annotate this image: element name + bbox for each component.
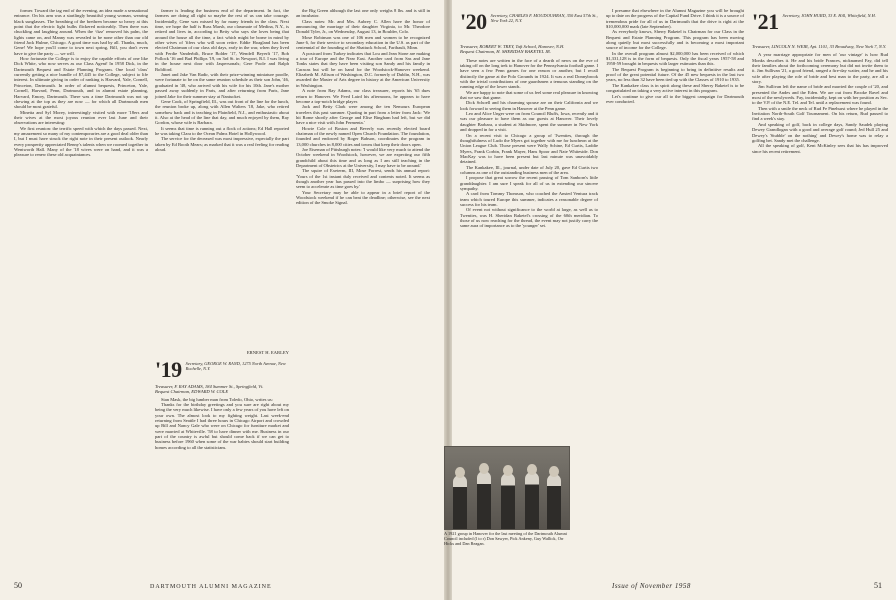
person-head	[549, 466, 559, 477]
bequest-chairman: Bequest Chairman, H. SHERIDAN BAKETEL JR.	[460, 49, 551, 55]
paragraph: Stan Mask, the big lumber man from Toledo, Ohio, writes us:	[161, 396, 273, 402]
person-figure	[525, 472, 539, 529]
signature: ERNEST H. EARLEY	[246, 350, 289, 355]
class-secretary: Secretary, JOHN HURD, 33 E. Hill, Whitefield, N.H.	[782, 13, 876, 18]
paragraph: It seems that time is running out a flock of actions; Ed Hall reported he was taking Clara to the Ocean Palms Hotel in Hollywood.	[155, 125, 289, 136]
paragraph: former. Toward the tag end of the evening, an idea made a sensational entrance. On his arm was a startlingly beautiful young woman, wearing black sunglasses. The breathing of the brethren became so heavy at this point that the electric light bulbs flickered noticeably. Then there was chuckling and laughing around. When the ‘fizz’ removed his palm, the lights came on, and Manny was revealed to be none other than our old friend Jack Hulme, Chicago. A good time was had by all. Thanks, much, Gene! We hope you'll come to town next spring, Bill, you don't even have to give the party — we will.	[14, 8, 148, 56]
paragraph: Jim Sullivan left the name of bride and married the couple of '20, and presented the Andes and the Eden. We are out from Brooke Ravel and most of the newlyweds. Fay, incidentally, kept on with her position as Sec. to the V.P. of the N.E. Tel. and Tel. until a replacement was found.	[752, 84, 888, 106]
paragraph: All the speaking of golf, Kent McKinley sees that his has improved since his recent retirement.	[752, 143, 888, 154]
paragraph: Let's continue to give our all to the biggest campaign for Dartmouth ever conducted.	[606, 93, 744, 104]
paragraph: Mose Robinson was one of 106 men and women to be recognized June 6, for their service to secondary education in the U.S. as part of the centennial of the founding of the Shattuck School, Faribault, Minn.	[296, 34, 430, 51]
paragraph: The Bequest Program is beginning to bring in definitive results and proof of the great potential future. Of the 45 new bequests in the last two years, no less than 32 have been tied up with the Classes of 1910 to 1935.	[606, 66, 744, 83]
person-head	[455, 467, 465, 478]
paragraph: The service for the deceased was most impressive, especially the part taken by Ed Booth Mears; as marked that it was a real feeling for reading aloud.	[155, 136, 289, 152]
paragraph: As everybody knows, Sherry Baketel is Chairman for our Class in the Bequest and Estate Planning Program. This program has been moving along quietly but most successfully and is becoming a most important source of income for the College.	[606, 29, 744, 51]
person-head	[503, 465, 513, 476]
person-head	[479, 463, 489, 474]
group-photo	[444, 446, 570, 530]
class-officers	[186, 361, 289, 372]
paragraph: Howie Cole of Boston and Beverly was recently elected board chairman of the newly named Open Church Foundation. The foundation, founded and endowed by Roger Babson, coordinates the program in 13,000 churches in 8,000 cities and towns that keep their doors open.	[296, 125, 430, 147]
class-19-header	[155, 357, 289, 382]
paragraph: We are happy to note that some of us feel some real pleasure in knowing that we saw that game.	[460, 89, 598, 101]
secretary: Secretary, GEORGE W. RAND, 1275 North Avenue, New Rochelle, N.Y.	[185, 361, 286, 372]
paragraph: And speaking of golf, back in college days, Sandy Saudek playing Dewey Grandlogan with a good and average golf round; Jed Hull 25 and Dewey's 'Stubble' on the nothing' and Dewey's home was to relay a golfing bet. Sandy met the challenge.	[752, 121, 888, 143]
paragraph: Thanks for the birthday greetings and you sure are right about my being the very much likewise. I have only a few years of you have left on your own. The almost look to my fighting weight. Last week-end returning from Seattle I had three hours in Chicago Airport and crowded up Bill and Nancy Gale who were on Chicago for furniture market and were married at Whiteville. '58 to have dinner with me. Business in our part of the country is awful but should come back if we can get to business before 1960 when some of the war babies should start building homes according to all the statisticians.	[155, 402, 289, 450]
paragraph: the Big Green although the last one only weighs 8 lbs. and is still in an incubator.	[296, 8, 430, 19]
paragraph: How fortunate the College is to enjoy the capable efforts of one like Dick White, who now serves as our Class Agent! In 1958 Dick, in the Dartmouth Bequest and Estate Planning Program. One local 'class' currently getting a nice bundle of $7,445 to the College, subject to life interest. In ultimate giving in order of ranking is Harvard, Yale, Cornell, Princeton, Dartmouth. In order of alumni bequests, Princeton, Yale, Cornell, Harvard, Penn, Dartmouth, and in alumni estate planning, Harvard, Emory, Dartmouth. There was a time Dartmouth was not up chewing at the top as they are now — for which all Dartmouth men should be most grateful.	[14, 56, 148, 110]
paragraph: Jack and Betty Clark were among the ten Nemours European travelers this past summer. Quoting in part from a letter from Jack: 'We hit Rome shortly after George and Elise Bingham had left, but we did have a nice visit with John Fermenta.'	[296, 104, 430, 126]
paragraph: Then with a smile the neck of Rud Fe Pinehurst where he played in the Invitation North-South Golf Tournament. On his return, Rud paused to find a week's stay.	[752, 105, 888, 122]
photo-caption: A 1921 group in Hanover for the last meeting of the Dartmouth Alumni Council included (l to r) Don Sawyer, Pick Ankeny, Guy Wallick, Orr Hicks and Dan Reagan.	[444, 531, 567, 546]
left-column-2-lower	[155, 384, 289, 574]
paragraph: I presume that elsewhere in the Alumni Magazine you will be brought up to date on the progress of the Capital Fund Drive. I think it is a source of tremendous pride for all of us in Dartmouth that the drive is right at the $10,000,000 mark (late September).	[606, 8, 744, 30]
paragraph: Janet and Jake Van Radir, with their prize-winning miniature poodle, were fortunate to be on the same reunion schedule as their son John, '46, graduated in '48, who arrived with his wife for his 10th. Jane's mother passed away suddenly in Paris, and after returning from Paris, Jane joined Jake for their summer stay at Nantucket.	[155, 72, 289, 99]
paragraph: I propose that great sorrow the recent passing of Tom Sanborn's little granddaughter. I am sure I speak for all of us in extending our sincere sympathy.	[460, 175, 598, 191]
paragraph: The Kankakee class is in spirit along these and Sherry Baketel is to be congratulated on taking a very active interest in this program.	[606, 82, 744, 94]
class-year: '20	[460, 9, 487, 34]
bequest-chairman: Bequest Chairman, EDWARD W. COLE	[155, 389, 229, 395]
right-page	[444, 0, 896, 600]
paragraph: Of event not without significance to the world at large, as well as to Twenties, was H. Sheridan Baketel's crossing of the 60th meridian. To those of us now reaching for the thread, the event may not justify carry the same aura of importance as to the 'younger' set.	[460, 207, 598, 229]
paragraph: Minetta and Syl Morey, interestingly visited with more '18ers and their wives at the most joyous reunion ever last June and their observations are interesting:	[14, 109, 148, 126]
paragraph: Your Secretary may be able to appear in a brief report of the Woodstock weekend if he can beat the deadline; otherwise, see the next edition of the Smoke Signal.	[296, 189, 430, 206]
paragraph: In the overall program almost $2,000,000 has been received of which $1,331,128 is in the form of bequests. Only the fiscal years 1957-58 and 1958-59 brought in bequests with larger estimates than this.	[606, 50, 744, 67]
person-head	[527, 464, 537, 475]
paragraph: Joe Eiseman of Pittsburgh notes: 'I would like very much to attend the October weekend in Woodstock, however, we are expecting our fifth grandchild about this time and as long as I am still teaching in the Department of Obstetrics at the University, I may have to be around.'	[296, 146, 430, 168]
left-column-3	[296, 8, 430, 573]
page-number: 51	[874, 581, 882, 590]
paragraph: Leo and Alice Unger were on from Council Bluffs, Iowa, recently and it was our pleasure to have them as our guests at Hanover. Their lovely daughter Barbara, a student at Skidmore, spent the summer in New York and dropped in for a visit.	[460, 111, 598, 133]
treasurer: Treasurer, F. RAY ADAMS, 184 Summer St., Springfield, Vt.	[155, 384, 264, 389]
page-number: 50	[14, 581, 22, 590]
left-column-2	[155, 8, 289, 346]
left-page	[0, 0, 444, 600]
paragraph: A note from Ray Adams, our class treasurer, reports his '65 dues return to Hanover. We Feed Laird his afternoons, he appears to have become a top-notch bridge player.	[296, 88, 430, 104]
class-year: '21	[752, 9, 779, 34]
paragraph: On a recent visit to Chicago a group of Twenties, through the thoughtfulness of Ludo the Myers got together with me for luncheon at the Union League Club. Those present were Wally Schine, Ed Curtis, Laddie Myers, Frank Corbin, Frank Mayer, Hans Spoor and Nate Whiteside. Don MacKay was to have been present but last minute was unavoidably detained.	[460, 132, 598, 165]
class-secretary: Secretary, CHARLES F. MOUDOUHRAN, 350 East 57th St., New York 22, N.Y.	[490, 13, 598, 24]
class-year: '19	[155, 357, 182, 382]
paragraph: Gene Cook, of Springfield, Ill., was out front of the line for the lunch, the reunion broke up, along with Allen Walters '18, Jake, who retired somehow back and is teaching in Plainfield, N.J., and enthusiastic about it. Also at the head of the line that day, and much enjoyed by them, Ray Gordon, whose wife is Barbara.	[155, 98, 289, 126]
paragraph: We first reunion: the terrific speed with which the days passed. Next, my amazement so many of my contemporaries are a good deal older than I, but I must have struck the right note in their present outlook. Nearly every prosperity appreciated Benny's talents when we roomed together in Wentworth Hall. Many of the '18 wives were on hand, and it was a pleasure to renew these old acquaintances.	[14, 125, 148, 158]
paragraph: The squire of Exeterm, III, Mose Forrest, sends his annual report: 'Yours of the 1st instant duly received and contents noted. It seems as though another year has passed into the limbo — surprising how they seem to accelerate as time goes by.'	[296, 168, 430, 190]
paragraph: A postcard from Turkey indicates that Lou and Jean Stone are making a tour of Europe and the Near East. Another card from Sas and Jane Tonks states that they have been visiting son Sandy and his family in Caracas but will be on hand for the Woodstock-Hanover weekend. Elizabeth M. Allison of Washington, D.C. formerly of Dublin, N.H., was awarded the Master of Arts degree in history at the American University in Washington.	[296, 50, 430, 88]
left-column-1	[14, 8, 148, 573]
right-column-2	[606, 8, 744, 573]
paragraph: A year marriage appropriate for men of 'our vintage' is how Rud Monks describes it. He and his bride Frances, nicknamed Fay, did tell their families about the forthcoming ceremony but did not invite them to it. Jim Sullivan '21, a good friend, ranged a fire-day waiter, and he and his wife after playing the role of bride and best man to the party, are all a story.	[752, 52, 888, 85]
class-20-header	[460, 9, 598, 34]
paragraph: These notes are written in the face of a dearth of news on the eve of taking off on the long trek to Hanover for the Pennsylvania football game. I have seen a few Penn games for one reason or another, but I recall distinctly the game at the Polo Grounds in 1924. It was a real Donnybrook with the trivial contributions of one guardsmen a tenuous standing on the running edge of the lower stands.	[460, 57, 598, 90]
right-column-3	[752, 44, 888, 442]
paragraph: The Kankakee, Ill., journal, under date of July 20, gave Ed Curtis two columns as one of the outstanding business men of the area.	[460, 164, 598, 175]
issue-date: Issue of November 1958	[612, 582, 691, 590]
person-figure	[477, 471, 491, 529]
magazine-title: DARTMOUTH ALUMNI MAGAZINE	[150, 584, 272, 590]
paragraph: A card from Tommy Thomson, who coached the Ansted Ventura track team which toured Europe this summer, indicates a reasonable degree of success for his team.	[460, 191, 598, 207]
class-21-header	[752, 9, 888, 34]
person-figure	[547, 474, 561, 529]
paragraph: Class notes: Mr. and Mrs. Aubrey C. Allen have the honor of announcing the marriage of their daughter Virginia, to Mr. Theodore Donald Tyler, Jr., on Wednesday, August 13, in Boulder, Colo.	[296, 18, 430, 35]
paragraph: farmer is leading the business end of the department. In fact, the farmers are doing all right so maybe the rest of us can take courage. Incidentally, Gene was missed by far many friends in the class. Next time, we hope the half is Russ Marsh, our classmate of Medina, N.Y., is retired and lives in, according to Betty who says she loves being that around the house all the time, a fact which might be borne in mind by other wives of 'fifers who will soon retire. Eddie Hoagland has been elected Chairman of our class old days, early in the war, when they lived with Ferdie Vanderbilt, Bruce Bolder '17, Wendell Beyerlt '17, Bob Pollock '16 and Bud Phillips '19, on 3rd St. in Newport, R.I. I was living in the house next door with Jaspersonals; Gere Poole and Ralph Boldford.	[155, 8, 289, 72]
treasurer: Treasurer, LINCOLN N. WEIR, Apt. 1101, 33 Broadway, New York 7, N.Y.	[752, 44, 887, 49]
treasurer: Treasurer, ROBERT W. TREY, Taft School, Hanover, N.H.	[460, 44, 565, 49]
person-figure	[453, 475, 467, 529]
paragraph: Dick Schoell and his charming spouse are on their California and we look forward to seeing them in Hanover at the Penn game.	[460, 100, 598, 111]
person-figure	[501, 473, 515, 529]
